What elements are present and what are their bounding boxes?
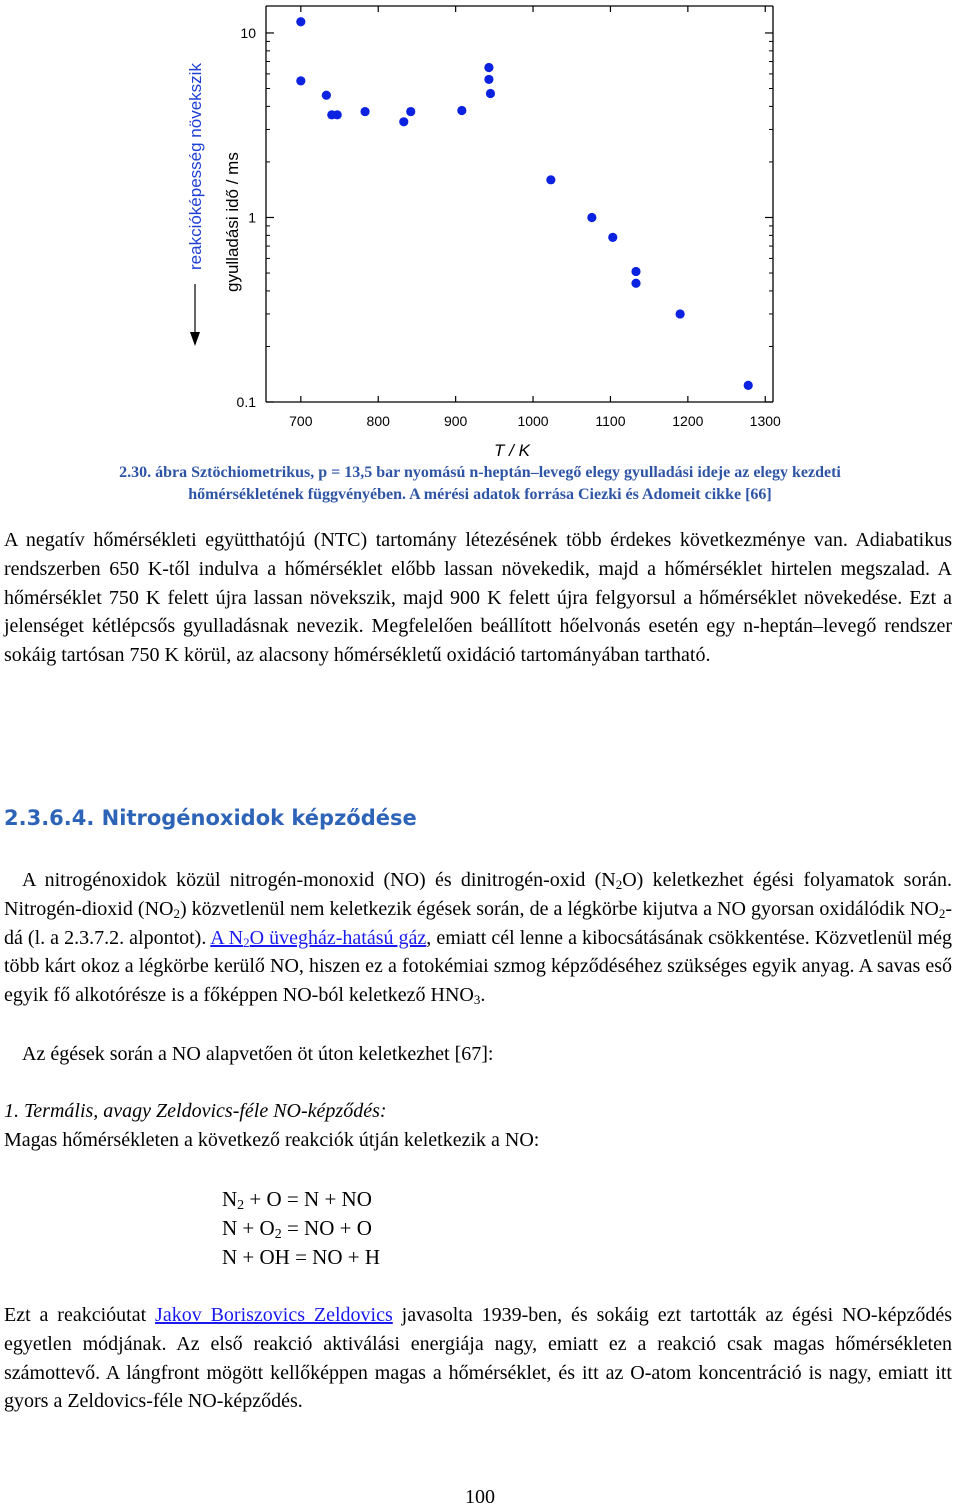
paragraph-nitrogen-oxides: A nitrogénoxidok közül nitrogén-monoxid (NO) és dinitrogén-oxid $(N_2O)$ keletkezhet égési folyamatok során. Nitrogén-dioxid $(NO_2)$ közvetlenül nem keletkezik égések során, de a légkörbe kijutva a NO gyorsan oxidálódik $NO_2-dá$ (l. a 2.3.7.2. alpontot). A $N_2O$ üvegház-hatású gáz, emiatt cél lenne a kibocsátásának csökkentése. Közvetlenül még több kárt okoz a légkörbe kerülő NO, hiszen ez a fotokémiai szmog képződéséhez szükséges egyik anyag. A savas eső egyik fő alkotórésze is a főképpen NO-ból keletkező $HNO_3$. [4, 869, 952, 1008]
data-point [296, 17, 305, 26]
ignition-delay-chart [0, 0, 960, 460]
data-point [484, 63, 493, 72]
paragraph-five-routes: Az égések során a NO alapvetően öt úton keletkezhet [67]: [22, 1043, 494, 1065]
paragraph-high-temperature: Magas hőmérsékleten a következő reakciók útján keletkezik a NO: [4, 1129, 540, 1151]
equation-1: $N_2 + O = N$ + NO [222, 1187, 372, 1213]
x-tick-label: 700 [289, 413, 313, 429]
y-tick-label: 1 [248, 209, 256, 226]
x-tick-label: 1200 [672, 413, 704, 429]
y-axis-label: gyulladási idő / ms [223, 152, 242, 292]
x-tick-label: 900 [443, 413, 468, 429]
data-point [744, 381, 753, 390]
page-number: 100 [465, 1486, 495, 1508]
figure-caption-line-2: hőmérsékletének függvényében. A mérési adatok forrása Ciezki és Adomeit cikke [66] [188, 486, 772, 503]
plot-frame [266, 6, 773, 402]
y-tick-label: 0.1 [236, 394, 256, 410]
x-ticks [289, 6, 781, 429]
zeldovich-link[interactable]: Jakov Boriszovics Zeldovics [155, 1304, 393, 1326]
data-point [676, 309, 685, 318]
data-point [587, 213, 596, 222]
data-point [457, 106, 466, 115]
data-point [546, 175, 555, 184]
y-tick-label: 10 [240, 24, 256, 41]
data-point [484, 75, 493, 84]
x-tick-label: 1100 [595, 413, 626, 429]
data-point [296, 76, 305, 85]
data-points [296, 17, 753, 390]
data-point [399, 117, 408, 126]
data-point [486, 89, 495, 98]
section-heading: 2.3.6.4. Nitrogénoxidok képződése [4, 806, 417, 830]
x-tick-label: 1300 [749, 413, 781, 429]
data-point [322, 91, 331, 100]
data-point [360, 107, 369, 116]
x-axis-label: T / K [494, 441, 530, 460]
reactivity-arrow-label: reakcióképesség növekszik [186, 63, 205, 270]
equation-3: N + OH = NO + H [222, 1245, 381, 1269]
reactivity-arrow [190, 284, 200, 346]
x-tick-label: 1000 [517, 413, 549, 429]
data-point [631, 267, 640, 276]
subheading-thermal: 1. Termális, avagy Zeldovics-féle NO-képződés: [4, 1100, 387, 1122]
data-point [608, 233, 617, 242]
data-point [333, 110, 342, 119]
figure-caption-line-1: 2.30. ábra Sztöchiometrikus, p = 13,5 bar nyomású n-heptán–levegő elegy gyulladási ideje az elegy kezdeti [119, 464, 841, 481]
paragraph-zeldovich: Ezt a reakcióutat Jakov Boriszovics Zeldovics javasolta 1939-ben, és sokáig ezt tartották az égési NO-képződés egyetlen módjának. Az első reakció aktiválási energiája nagy, emiatt ez a reakció csak magas hőmérsékleten számottevő. A lángfront mögött kellőképpen magas a hőmérséklet, és itt az O-atom koncentráció is nagy, emiatt itt gyors a Zeldovics-féle NO-képződés. [4, 1304, 952, 1413]
data-point [406, 107, 415, 116]
paragraph-ntc: A negatív hőmérsékleti együtthatójú (NTC) tartomány létezésének több érdekes következménye van. Adiabatikus rendszerben 650 K-től indulva a hőmérséklet előbb lassan növekedik, majd a hőmérséklet hirtelen megszalad. A hőmérséklet 750 K felett újra lassan növekszik, majd 900 K felett újra felgyorsul a hőmérséklet növekedése. Ezt a jelenséget kétlépcsős gyulladásnak nevezik. Megfelelően beállított hőelvonás esetén egy n-heptán–levegő rendszer sokáig tartósan 750 K körül, az alacsony hőmérsékletű oxidáció tartományában tartható. [4, 529, 952, 667]
equation-2: $N + O_2$ = NO + O [222, 1216, 372, 1242]
x-tick-label: 800 [366, 413, 390, 429]
y-ticks [237, 25, 773, 410]
greenhouse-gas-link[interactable]: A $N_2O$ üvegház-hatású gáz [210, 926, 427, 950]
data-point [631, 279, 640, 288]
